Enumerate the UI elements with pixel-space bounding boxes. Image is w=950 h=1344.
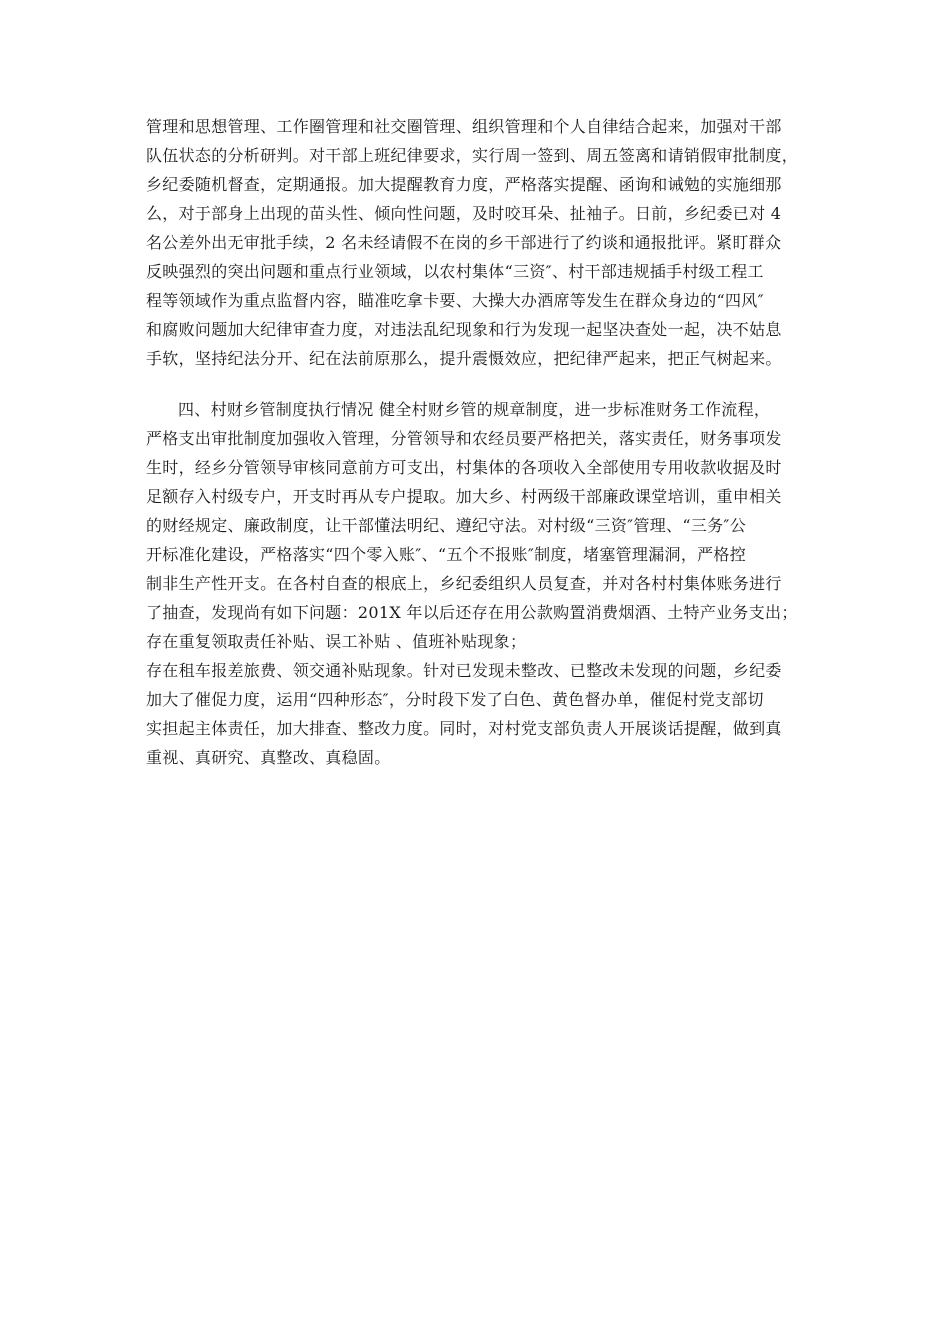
text-line: 的财经规定、廉政制度，让干部懂法明纪、遵纪守法。对村级“三资″管理、“三务″公 — [146, 516, 747, 535]
paragraph-discipline — [146, 112, 806, 373]
text-line: 加大了催促力度，运用“四种形态″，分时段下发了白色、黄色督办单，催促村党支部切 — [146, 690, 764, 709]
paragraph-village-finance — [146, 395, 806, 772]
text-line: 了抽查，发现尚有如下问题：201X 年以后还存在用公款购置消费烟酒、土特产业务支出； — [146, 603, 798, 622]
text-line: 生时，经乡分管领导审核同意前方可支出，村集体的各项收入全部使用专用收款收据及时 — [146, 458, 782, 477]
text-line: 程等领域作为重点监督内容，瞄准吃拿卡要、大操大办酒席等发生在群众身边的“四风″ — [146, 291, 764, 310]
text-line: 反映强烈的突出问题和重点行业领域，以农村集体“三资″、村干部违规插手村级工程工 — [146, 262, 764, 281]
document-page — [146, 112, 806, 772]
text-line: 手软，坚持纪法分开、纪在法前原那么，提升震慑效应，把纪律严起来，把正气树起来。 — [146, 349, 782, 368]
text-line: 存在重复领取责任补贴、误工补贴 、值班补贴现象； — [146, 632, 527, 651]
text-line: 么，对于部身上出现的苗头性、倾向性问题，及时咬耳朵、扯袖子。日前，乡纪委已对 4 — [146, 204, 782, 223]
text-line: 存在租车报差旅费、领交通补贴现象。针对已发现未整改、已整改未发现的问题，乡纪委 — [146, 661, 782, 680]
text-line: 严格支出审批制度加强收入管理，分管领导和农经员要严格把关，落实责任，财务事项发 — [146, 429, 782, 448]
text-line: 名公差外出无审批手续，2 名未经请假不在岗的乡干部进行了约谈和通报批评。紧盯群众 — [146, 233, 782, 252]
section-heading-line: 四、村财乡管制度执行情况 健全村财乡管的规章制度，进一步标准财务工作流程， — [178, 400, 771, 419]
text-line: 乡纪委随机督查，定期通报。加大提醒教育力度，严格落实提醒、函询和诫勉的实施细那 — [146, 175, 782, 194]
text-line: 实担起主体责任，加大排查、整改力度。同时，对村党支部负责人开展谈话提醒，做到真 — [146, 719, 782, 738]
text-line: 制非生产性开支。在各村自查的根底上，乡纪委组织人员复查，并对各村村集体账务进行 — [146, 574, 782, 593]
text-line: 队伍状态的分析研判。对干部上班纪律要求，实行周一签到、周五签离和请销假审批制度， — [146, 146, 799, 165]
text-line: 足额存入村级专户，开支时再从专户提取。加大乡、村两级干部廉政课堂培训，重申相关 — [146, 487, 782, 506]
text-line: 重视、真研究、真整改、真稳固。 — [146, 748, 391, 767]
text-line: 管理和思想管理、工作圈管理和社交圈管理、组织管理和个人自律结合起来，加强对干部 — [146, 117, 782, 136]
text-line: 和腐败问题加大纪律审查力度，对违法乱纪现象和行为发现一起坚决查处一起，决不姑息 — [146, 320, 782, 339]
paragraph-spacer — [146, 373, 806, 395]
text-line: 开标准化建设，严格落实“四个零入账″、“五个不报账″制度，堵塞管理漏洞，严格控 — [146, 545, 747, 564]
